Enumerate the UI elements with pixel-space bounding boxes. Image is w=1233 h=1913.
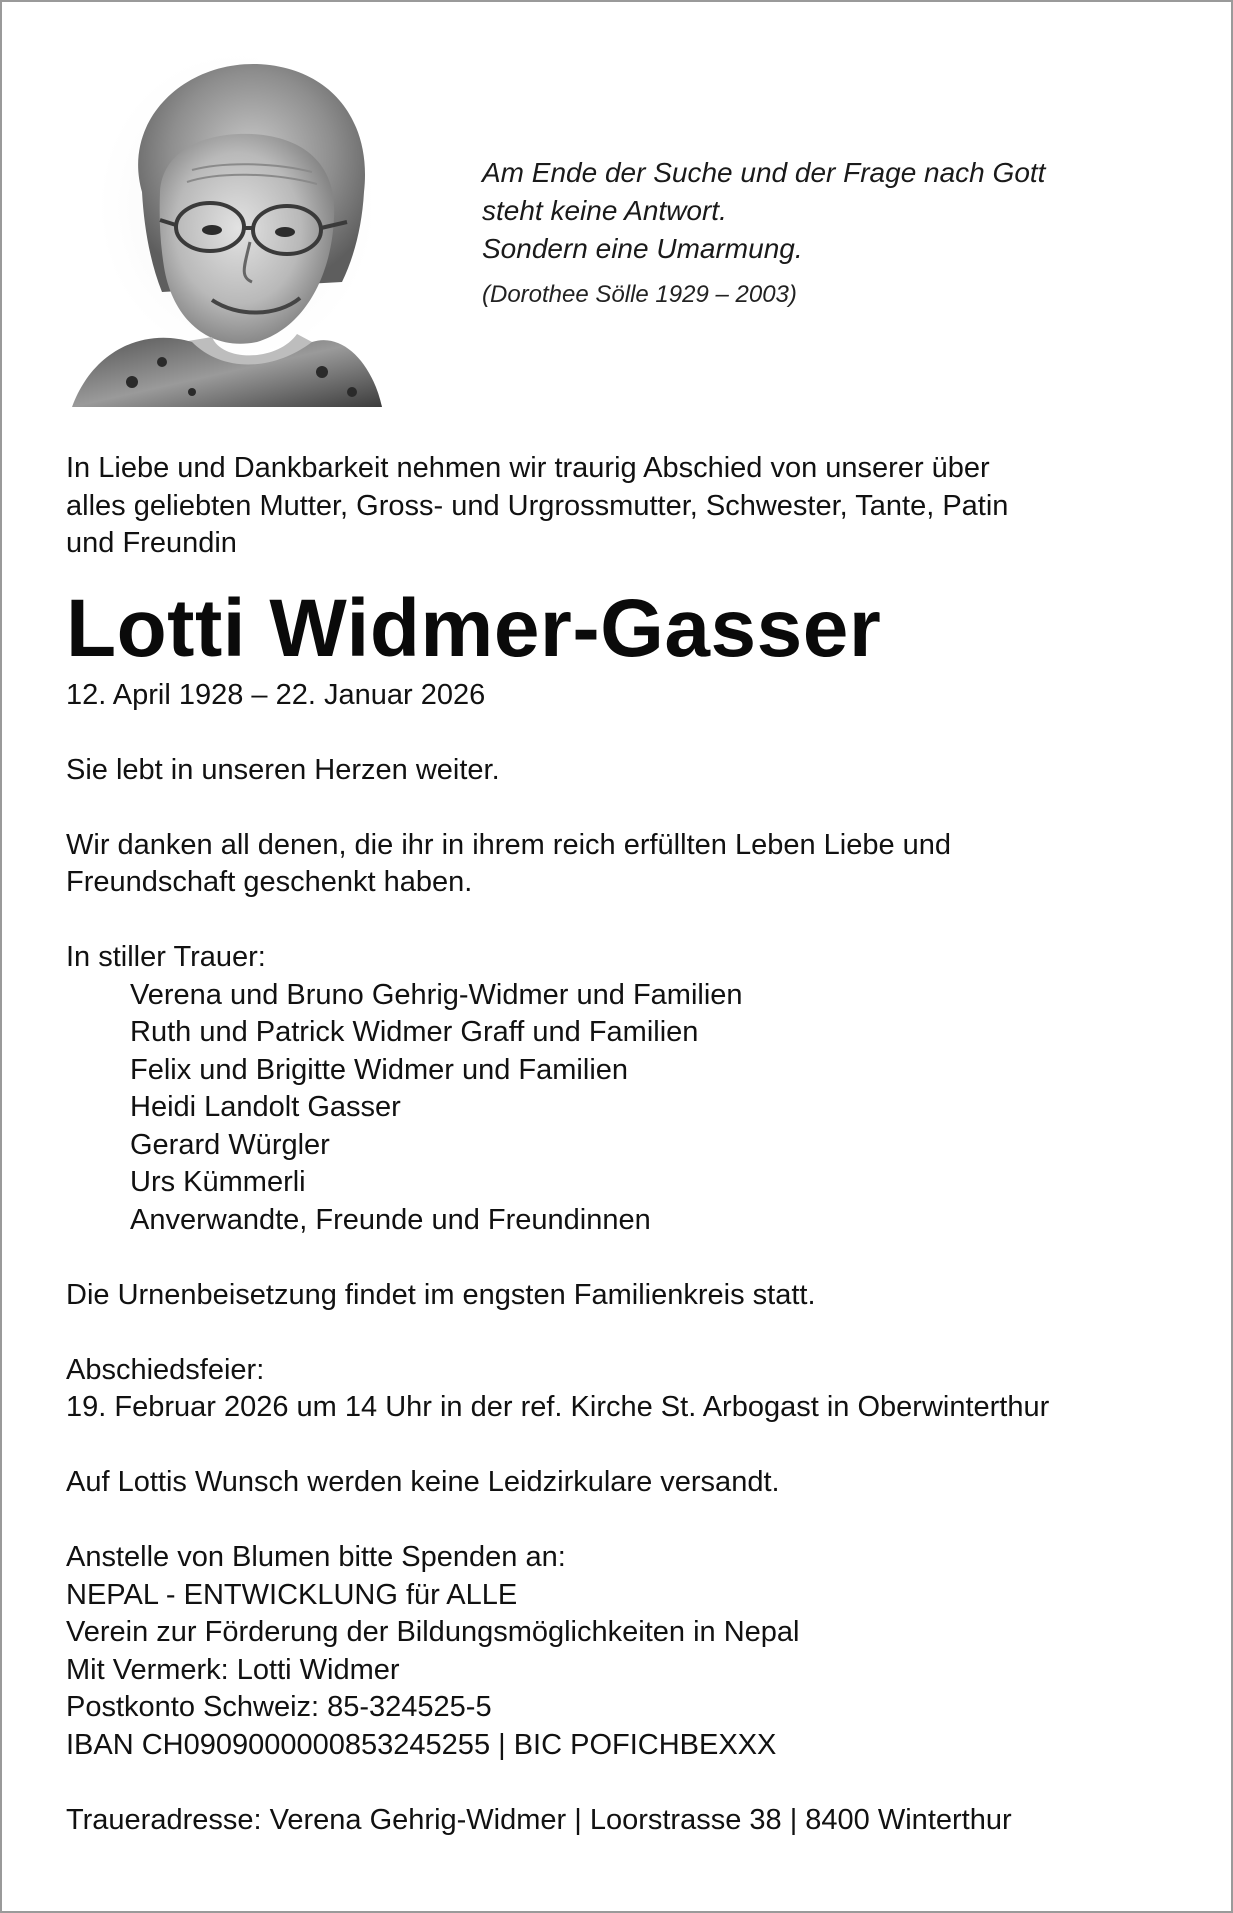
farewell-heading: Abschiedsfeier:	[66, 1353, 265, 1386]
spacer	[66, 1427, 1186, 1465]
thanks-line: Freundschaft geschenkt haben.	[66, 866, 473, 898]
intro-line: alles geliebten Mutter, Gross- und Urgrossmutter, Schwester, Tante, Patin	[66, 489, 1009, 522]
quote-line: steht keine Antwort.	[482, 195, 727, 226]
mourner-name: Ruth und Patrick Widmer Graff und Familien	[130, 1016, 699, 1048]
mourner-name: Heidi Landolt Gasser	[130, 1091, 401, 1123]
mourning-address: Traueradresse: Verena Gehrig-Widmer | Loorstrasse 38 | 8400 Winterthur	[66, 1803, 1012, 1836]
mourners-heading: In stiller Trauer:	[66, 941, 266, 973]
spacer	[66, 902, 1186, 940]
spacer	[66, 1314, 1186, 1352]
mourner-name: Gerard Würgler	[130, 1128, 330, 1161]
motto: Sie lebt in unseren Herzen weiter.	[66, 753, 500, 786]
spacer	[66, 1239, 1186, 1277]
portrait-photo	[72, 42, 402, 407]
quote-line: Am Ende der Suche und der Frage nach Gott	[482, 157, 1046, 188]
mourner-name: Urs Kümmerli	[130, 1166, 306, 1198]
donation-postkonto: Postkonto Schweiz: 85-324525-5	[66, 1691, 492, 1723]
donation-org: NEPAL - ENTWICKLUNG für ALLE	[66, 1578, 518, 1611]
farewell-details: 19. Februar 2026 um 14 Uhr in der ref. Kirche St. Arbogast in Oberwinterthur	[66, 1391, 1050, 1423]
spacer	[66, 789, 1186, 827]
intro-line: In Liebe und Dankbarkeit nehmen wir traurig Abschied von unserer über	[66, 452, 990, 484]
quote-block	[482, 154, 1045, 312]
circulars-note: Auf Lottis Wunsch werden keine Leidzirkulare versandt.	[66, 1466, 780, 1498]
quote-line: Sondern eine Umarmung.	[482, 233, 803, 264]
donation-remark: Mit Vermerk: Lotti Widmer	[66, 1653, 400, 1686]
donations-heading: Anstelle von Blumen bitte Spenden an:	[66, 1541, 566, 1573]
spacer	[66, 1502, 1186, 1540]
mourner-name: Felix und Brigitte Widmer und Familien	[130, 1053, 629, 1086]
burial-note: Die Urnenbeisetzung findet im engsten Familienkreis statt.	[66, 1278, 816, 1311]
deceased-name: Lotti Widmer-Gasser	[66, 582, 882, 674]
spacer	[66, 1764, 1186, 1802]
life-dates: 12. April 1928 – 22. Januar 2026	[66, 678, 486, 711]
spacer	[66, 714, 1186, 752]
thanks-line: Wir danken all denen, die ihr in ihrem reich erfüllten Leben Liebe und	[66, 828, 952, 861]
notice-body	[66, 450, 1186, 1839]
mourner-name: Verena und Bruno Gehrig-Widmer und Familien	[130, 978, 743, 1011]
donation-org-desc: Verein zur Förderung der Bildungsmöglichkeiten in Nepal	[66, 1616, 800, 1648]
mourner-name: Anverwandte, Freunde und Freundinnen	[130, 1203, 651, 1236]
quote-attribution: (Dorothee Sölle 1929 – 2003)	[482, 281, 797, 308]
intro-line: und Freundin	[66, 527, 237, 559]
donation-iban: IBAN CH0909000000853245255 | BIC POFICHBEXXX	[66, 1728, 777, 1761]
